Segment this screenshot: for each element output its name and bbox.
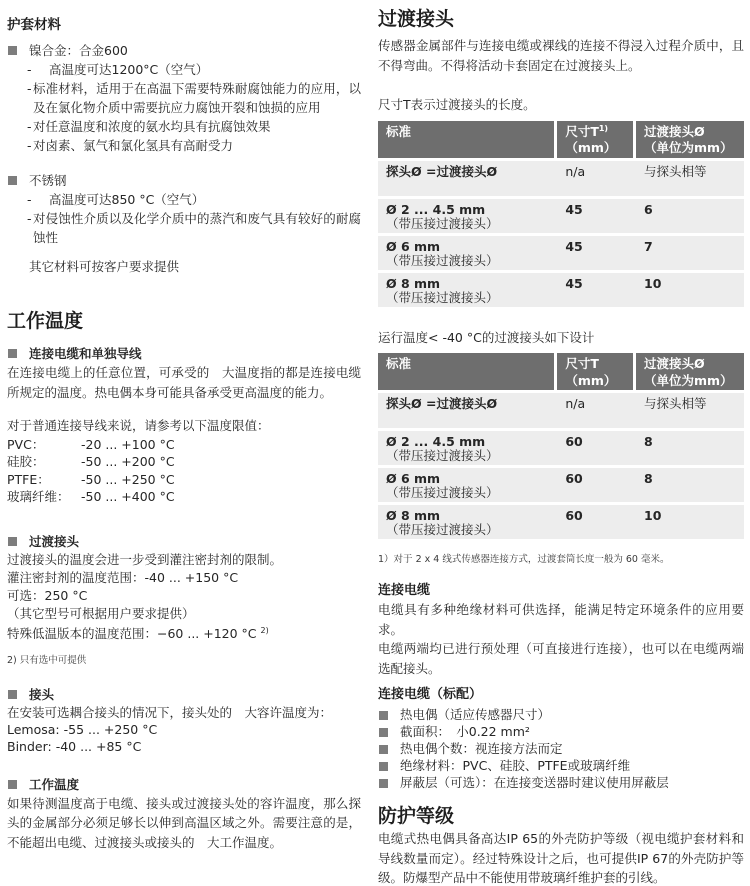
- list-item: [378, 740, 744, 757]
- list-item: [378, 723, 744, 740]
- list-item: [7, 60, 361, 79]
- limit-row: [7, 471, 361, 489]
- joint-line: 过渡接头的温度会进一步受到灌注密封剂的限制。: [7, 551, 283, 567]
- column-header-unit: （单位为mm）: [644, 372, 733, 388]
- transition-joint-table-standard: [378, 121, 744, 310]
- bullet-square-icon: [8, 780, 17, 789]
- section-title-sheath-material: 护套材料: [7, 17, 61, 33]
- dash-marker: -: [27, 138, 32, 153]
- subsection-label: 过渡接头: [29, 533, 80, 549]
- footnote-ref-1: 1): [598, 123, 609, 133]
- column-header-standard: [378, 353, 557, 393]
- list-item: [7, 209, 361, 247]
- dash-marker: -: [27, 211, 32, 226]
- footnote-2: 2) 只有选中可提供: [7, 654, 87, 666]
- limit-range: -50 ... +200 °C: [81, 454, 175, 469]
- table2-caption: 运行温度< -40 °C的过渡接头如下设计: [378, 329, 595, 345]
- dash-marker: -: [27, 62, 32, 77]
- table1-caption: 尺寸T表示过渡接头的长度。: [378, 97, 536, 112]
- column-header-label: 过渡接头Ø: [644, 356, 705, 371]
- cell-standard-subtext: （带压接过渡接头）: [386, 485, 499, 500]
- cell-standard-text: Ø 8 mm: [386, 508, 441, 523]
- list-item: [378, 706, 744, 723]
- column-header-joint-diameter: [636, 353, 744, 393]
- transition-intro: 传感器金属部件与连接电缆或裸线的连接不得浸入过程介质中，且不得弯曲。不得将活动卡套固定在过渡接头上。: [378, 38, 744, 73]
- bullet-square-icon: [379, 745, 388, 754]
- subsection-connectors: [7, 685, 361, 704]
- list-item-label: 镍合金：合金600: [29, 43, 128, 58]
- cell-joint-diameter: 10: [636, 505, 744, 542]
- list-item: [7, 190, 361, 209]
- column-header-label: 标准: [386, 356, 412, 371]
- limit-material: PVC：: [7, 436, 45, 452]
- cell-joint-diameter: 与探头相等: [636, 161, 744, 199]
- dash-marker: -: [27, 192, 32, 207]
- list-item: [7, 171, 361, 190]
- subsection-operating-temperature: [7, 775, 361, 794]
- special-low-temp-text: 特殊低温版本的温度范围：−60 ... +120 °C: [7, 625, 261, 641]
- cell-standard-text: Ø 6 mm: [386, 471, 441, 486]
- limit-range: -20 ... +100 °C: [81, 436, 175, 452]
- bullet-square-icon: [8, 349, 17, 358]
- cell-dimension-t: n/a: [557, 161, 636, 199]
- cell-dimension-t: 60: [557, 468, 636, 505]
- list-item-label: 对侵蚀性介质以及化学介质中的蒸汽和废气具有较好的耐腐蚀性: [33, 211, 361, 245]
- cable-standard-list: [378, 706, 744, 791]
- cell-dimension-t: n/a: [557, 393, 636, 431]
- cell-joint-diameter: 与探头相等: [636, 393, 744, 431]
- bullet-square-icon: [379, 779, 388, 788]
- cell-standard: [378, 236, 557, 273]
- bullet-square-icon: [379, 762, 388, 771]
- table-row: [378, 431, 744, 468]
- table-row: [378, 199, 744, 236]
- subsection-cable-and-wires: [7, 344, 361, 363]
- cell-dimension-t: 60: [557, 505, 636, 542]
- cell-standard: [378, 273, 557, 310]
- cell-standard-subtext: （带压接过渡接头）: [386, 215, 499, 231]
- cell-standard-subtext: （带压接过渡接头）: [386, 522, 499, 537]
- bullet-square-icon: [379, 728, 388, 737]
- cell-joint-diameter: 8: [636, 431, 744, 468]
- bullet-square-icon: [379, 711, 388, 720]
- list-item-label: 不锈钢: [29, 173, 67, 188]
- table-row: [378, 393, 744, 431]
- footnote-1: 1）对于 2 x 4 线式传感器连接方式，过渡套筒长度一般为 60 毫米。: [378, 554, 670, 565]
- cell-joint-diameter: 7: [636, 236, 744, 273]
- limit-material: 硅胶：: [7, 454, 45, 469]
- cell-dimension-t: 45: [557, 199, 636, 236]
- special-low-temp-line: [7, 625, 361, 643]
- limit-row: [7, 488, 361, 506]
- column-header-dimension-t: [557, 353, 636, 393]
- cell-standard: [378, 199, 557, 236]
- connector-intro: 在安装可选耦合接头的情况下，接头处的 大容许温度为：: [7, 704, 333, 720]
- operating-temp-paragraph: 如果待测温度高于电缆、接头或过渡接头处的容许温度，那么探头的金属部分必须足够长以伸到高温区域之外。需要注意的是，不能超出电缆、过渡接头或接头的 大工作温度。: [7, 795, 361, 850]
- limit-range: -50 ... +250 °C: [81, 471, 175, 487]
- subsection-label: 连接电缆和单独导线: [29, 346, 142, 361]
- table-row: [378, 161, 744, 199]
- limit-range: -50 ... +400 °C: [81, 489, 175, 504]
- cell-standard: [378, 431, 557, 468]
- list-item: [7, 79, 361, 117]
- list-item: [7, 41, 361, 60]
- cell-standard: [378, 161, 557, 199]
- cell-standard-subtext: （带压接过渡接头）: [386, 448, 499, 463]
- column-header-label: 尺寸T: [565, 356, 599, 371]
- cell-standard: [378, 468, 557, 505]
- sheath-note: 其它材料可按客户要求提供: [29, 259, 180, 274]
- cable-paragraph-2: 电缆两端均已进行预处理（可直接进行连接），也可以在电缆两端选配接头。: [378, 641, 744, 676]
- cell-dimension-t: 45: [557, 236, 636, 273]
- left-column: [7, 0, 361, 852]
- cable-paragraph-1: 电缆具有多种绝缘材料可供选择，能满足特定环境条件的应用要求。: [378, 602, 744, 637]
- list-item-label: 截面积： 小0.22 mm²: [400, 724, 530, 739]
- list-item: [7, 136, 361, 155]
- transition-joint-table-low-temp: [378, 353, 744, 542]
- column-header-joint-diameter: [636, 121, 744, 161]
- column-header-standard: [378, 121, 557, 161]
- table-row: [378, 273, 744, 310]
- cell-joint-diameter: 8: [636, 468, 744, 505]
- list-item-label: 绝缘材料：PVC、硅胶、PTFE或玻璃纤维: [400, 758, 631, 773]
- subsection-transition-joint: [7, 532, 361, 551]
- list-item-label: 对任意温度和浓度的氨水均具有抗腐蚀效果: [33, 119, 271, 134]
- column-header-unit: （单位为mm）: [644, 140, 733, 155]
- cell-standard-subtext: （带压接过渡接头）: [386, 289, 499, 305]
- sheath-group-stainless: [7, 171, 361, 247]
- column-header-dimension-t: [557, 121, 636, 161]
- connector-line: Lemosa: -55 ... +250 °C: [7, 721, 158, 737]
- column-header-label: 标准: [386, 123, 412, 139]
- bullet-square-icon: [8, 690, 17, 699]
- joint-line: 灌注密封剂的温度范围：-40 ... +150 °C: [7, 569, 239, 585]
- table-row: [378, 236, 744, 273]
- column-header-label: 尺寸T: [565, 123, 599, 139]
- dash-marker: -: [27, 81, 32, 96]
- temperature-limits-list: [7, 436, 361, 506]
- column-header-unit: （mm）: [565, 372, 617, 388]
- limit-material: PTFE：: [7, 471, 50, 487]
- list-item: [378, 774, 744, 791]
- list-item-label: 高温度可达850 °C（空气）: [49, 192, 205, 207]
- table-row: [378, 505, 744, 542]
- limit-row: [7, 453, 361, 471]
- joint-line: （其它型号可根据用户要求提供）: [7, 605, 195, 621]
- connector-line: Binder: -40 ... +85 °C: [7, 738, 142, 754]
- section-title-working-temperature: 工作温度: [7, 310, 84, 332]
- joint-line: 可选：250 °C: [7, 587, 88, 603]
- table-header-row: [378, 121, 744, 161]
- list-item-label: 屏蔽层（可选）：在连接变送器时建议使用屏蔽层: [400, 775, 669, 790]
- right-column: [378, 0, 744, 886]
- cell-standard-text: Ø 8 mm: [386, 275, 441, 291]
- subsection-label: 工作温度: [29, 776, 80, 792]
- cell-joint-diameter: 10: [636, 273, 744, 310]
- footnote-ref-2: 2): [260, 625, 269, 635]
- bullet-square-icon: [8, 46, 17, 55]
- list-item-label: 标准材料，适用于在高温下需要特殊耐腐蚀能力的应用，以及在氯化物介质中需要抗应力腐蚀开裂和蚀损的应用: [33, 81, 361, 115]
- subsection-label: 接头: [29, 686, 55, 702]
- subsection-title-cable-standard: 连接电缆（标配）: [378, 687, 483, 702]
- cell-standard: [378, 393, 557, 431]
- cell-standard-text: Ø 6 mm: [386, 238, 441, 254]
- cell-standard-text: Ø 2 ... 4.5 mm: [386, 201, 486, 217]
- limits-intro: 对于普通连接导线来说，请参考以下温度限值：: [7, 418, 270, 433]
- dash-marker: -: [27, 119, 32, 134]
- sheath-group-nickel: [7, 41, 361, 155]
- cell-joint-diameter: 6: [636, 199, 744, 236]
- section-title-protection-class: 防护等级: [378, 805, 455, 827]
- protection-paragraph: 电缆式热电偶具备高达IP 65的外壳防护等级（视电缆护套材料和导线数量而定）。经过特殊设计之后，也可提供IP 67的外壳防护等级。防爆型产品中不能使用带玻璃纤维护套的引线。: [378, 831, 744, 885]
- table-row: [378, 468, 744, 505]
- bullet-square-icon: [8, 537, 17, 546]
- cell-standard-text: 探头Ø =过渡接头Ø: [386, 163, 498, 179]
- cell-standard-text: Ø 2 ... 4.5 mm: [386, 434, 486, 449]
- bullet-square-icon: [8, 176, 17, 185]
- list-item-label: 热电偶个数：视连接方法而定: [400, 741, 563, 756]
- list-item-label: 热电偶（适应传感器尺寸）: [400, 707, 551, 722]
- list-item-label: 对卤素、氯气和氯化氢具有高耐受力: [33, 138, 234, 153]
- section-title-transition-joint: 过渡接头: [378, 8, 455, 30]
- cable-paragraph: 在连接电缆上的任意位置，可承受的 大温度指的都是连接电缆所规定的温度。热电偶本身可能具备承受更高温度的能力。: [7, 365, 361, 400]
- cell-standard: [378, 505, 557, 542]
- cell-standard-subtext: （带压接过渡接头）: [386, 252, 499, 268]
- column-header-label: 过渡接头Ø: [644, 123, 705, 139]
- column-header-unit: （mm）: [565, 140, 617, 155]
- cell-standard-text: 探头Ø =过渡接头Ø: [386, 396, 498, 411]
- table-header-row: [378, 353, 744, 393]
- cell-dimension-t: 45: [557, 273, 636, 310]
- subsection-title-connection-cable: 连接电缆: [378, 583, 431, 598]
- limit-row: [7, 436, 361, 454]
- list-item-label: 高温度可达1200°C（空气）: [49, 62, 209, 77]
- list-item: [378, 757, 744, 774]
- list-item: [7, 117, 361, 136]
- cell-dimension-t: 60: [557, 431, 636, 468]
- limit-material: 玻璃纤维：: [7, 489, 70, 504]
